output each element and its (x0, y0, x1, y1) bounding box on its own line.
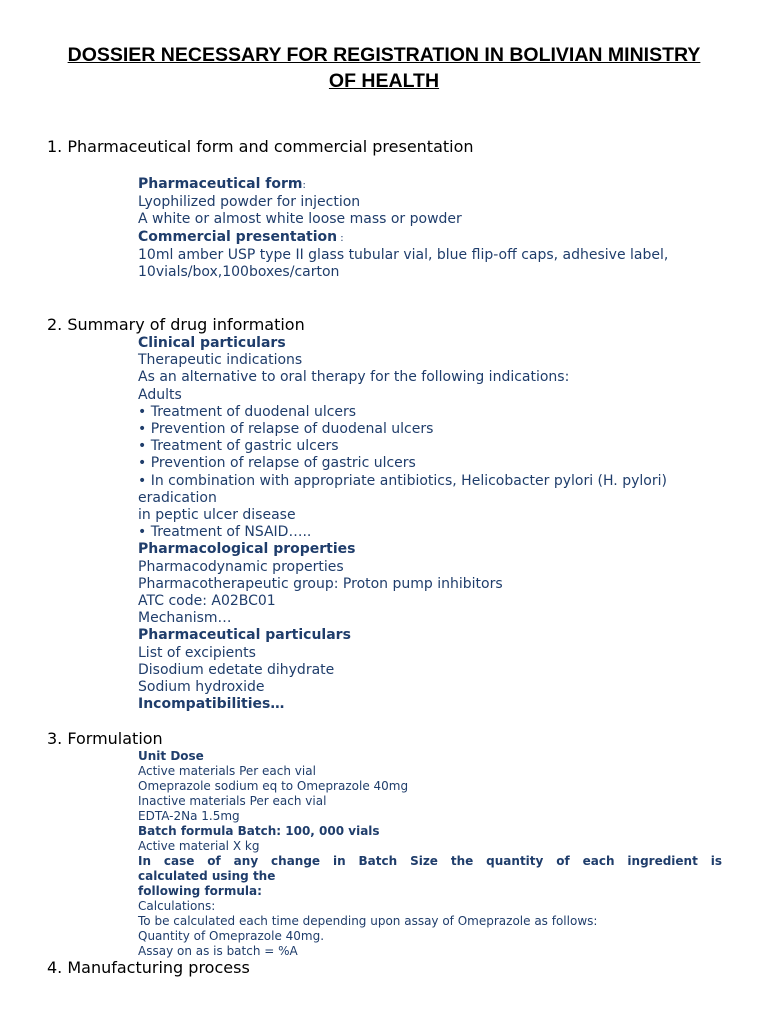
commercial-presentation-label: Commercial presentation (138, 228, 338, 245)
s3-line: Quantity of Omeprazole 40mg. (138, 929, 325, 943)
s1-line: A white or almost white loose mass or powder (138, 211, 462, 228)
s3-line: To be calculated each time depending upon assay of Omeprazole as follows: (138, 914, 598, 928)
s2-line: • Treatment of duodenal ulcers (138, 403, 357, 420)
pharmaceutical-form-label: Pharmaceutical form (138, 176, 303, 192)
form-colon: : (302, 180, 306, 191)
s2-line: Sodium hydroxide (138, 679, 265, 696)
unit-dose-label: Unit Dose (138, 749, 204, 763)
section-3-heading: 3. Formulation (47, 729, 163, 748)
s3-line: Inactive materials Per each vial (138, 794, 327, 808)
batch-change-line-1: In case of any change in Batch Size the quantity of each ingredient is (138, 854, 722, 868)
s2-line: Therapeutic indications (138, 352, 303, 369)
section-1-heading: 1. Pharmaceutical form and commercial presentation (47, 137, 474, 156)
pharmaceutical-particulars-label: Pharmaceutical particulars (138, 627, 351, 644)
s2-line: ATC code: A02BC01 (138, 593, 276, 610)
s3-line: Active materials Per each vial (138, 764, 316, 778)
presentation-line: 10ml amber USP type II glass tubular vial, blue flip-off caps, adhesive label, (138, 246, 669, 263)
s2-line: As an alternative to oral therapy for the following indications: (138, 369, 570, 386)
section-4-heading: 4. Manufacturing process (47, 958, 250, 977)
presentation-line-2: 10vials/box,100boxes/carton (138, 264, 340, 281)
s2-line: Disodium edetate dihydrate (138, 661, 335, 678)
s2-line: • Prevention of relapse of duodenal ulcers (138, 421, 434, 438)
s2-line: Pharmacotherapeutic group: Proton pump inhibitors (138, 575, 503, 592)
s2-line: • Prevention of relapse of gastric ulcers (138, 455, 416, 472)
title-line-2: OF HEALTH (328, 70, 440, 92)
s2-line: List of excipients (138, 644, 256, 661)
s3-line: Omeprazole sodium eq to Omeprazole 40mg (138, 779, 409, 793)
s3-line: EDTA-2Na 1.5mg (138, 809, 240, 823)
s2-line: in peptic ulcer disease (138, 507, 296, 524)
s3-line: Assay on as is batch = %A (138, 944, 298, 958)
s3-line: Calculations: (138, 899, 216, 913)
section-1-body (138, 176, 728, 281)
document-title (40, 42, 728, 94)
incompatibilities-label: Incompatibilities… (138, 696, 285, 713)
s3-line: Active material X kg (138, 839, 260, 853)
s2-line: • Treatment of gastric ulcers (138, 438, 339, 455)
s2-line: Mechanism… (138, 610, 232, 627)
batch-formula-label: Batch formula Batch: 100, 000 vials (138, 824, 380, 838)
section-2-heading: 2. Summary of drug information (47, 315, 305, 334)
s2-combo-line: • In combination with appropriate antibiotics, Helicobacter pylori (H. pylori) eradication (138, 472, 667, 506)
s2-line: • Treatment of NSAID….. (138, 524, 312, 541)
title-line-1: DOSSIER NECESSARY FOR REGISTRATION IN BOLIVIAN MINISTRY (67, 44, 701, 66)
section-2-body (138, 335, 728, 713)
batch-change-line-2: calculated using the (138, 869, 276, 883)
pres-colon: : (337, 232, 344, 244)
s1-line: Lyophilized powder for injection (138, 194, 361, 211)
pharmacological-properties-label: Pharmacological properties (138, 541, 356, 558)
batch-change-line-3: following formula: (138, 884, 262, 898)
s2-line: Pharmacodynamic properties (138, 558, 344, 575)
clinical-particulars-label: Clinical particulars (138, 335, 286, 351)
s2-line: Adults (138, 386, 182, 403)
section-3-body (138, 749, 722, 959)
